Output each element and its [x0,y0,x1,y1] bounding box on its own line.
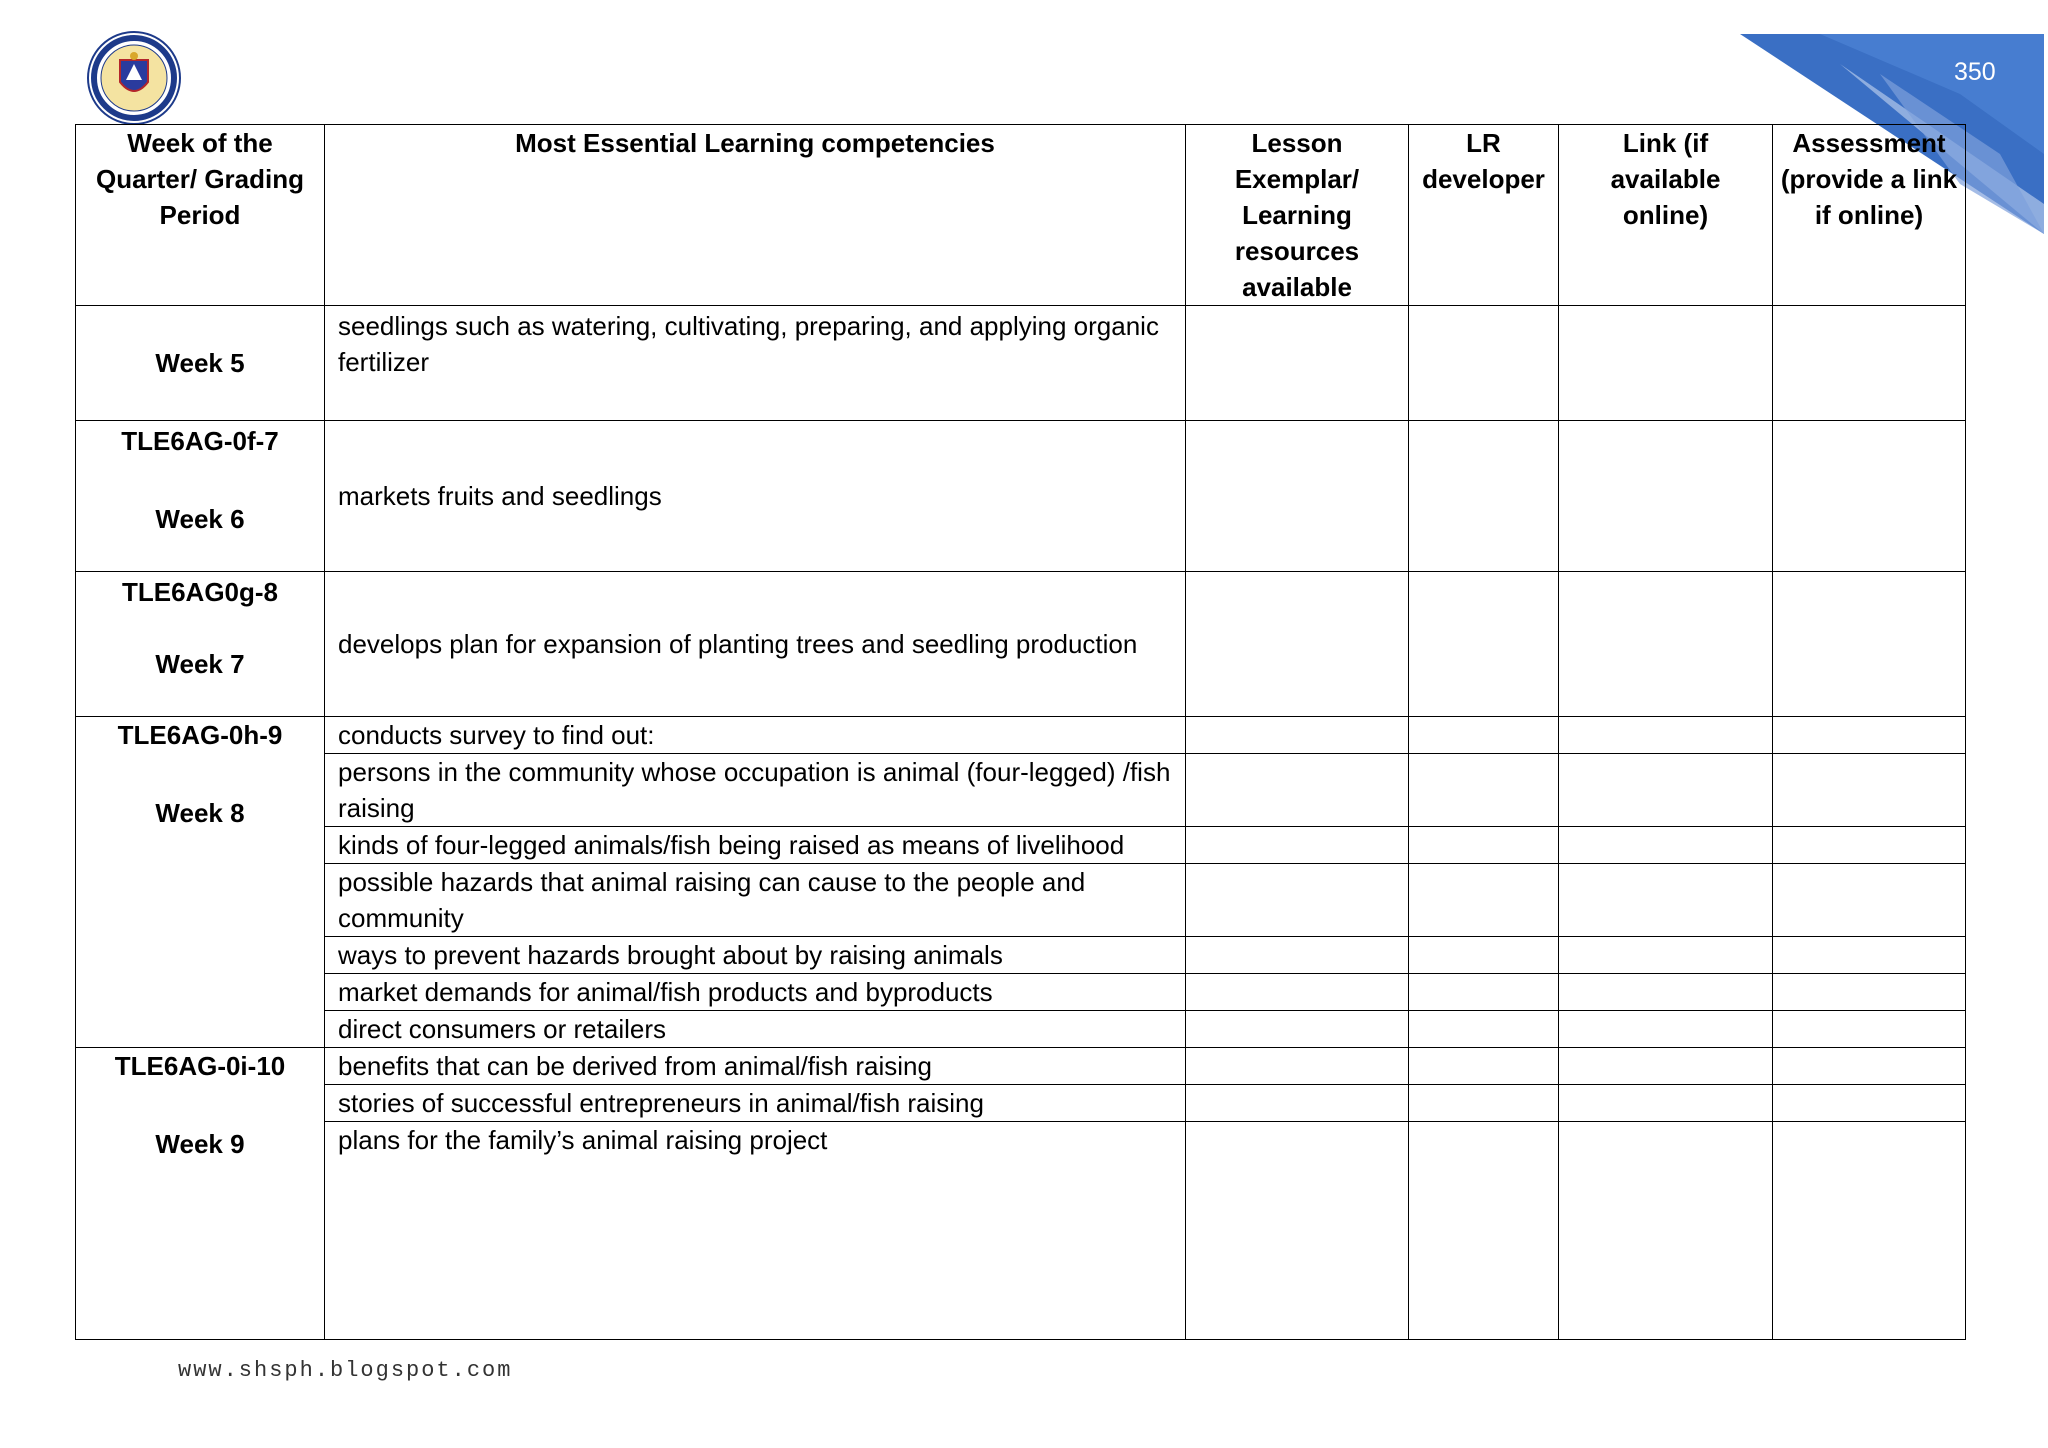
empty-cell [1559,974,1773,1011]
empty-cell [1773,754,1966,827]
week-cell [76,306,325,421]
empty-cell [1773,864,1966,937]
empty-cell [1773,572,1966,717]
header-lr-developer: LR developer [1409,125,1559,306]
table-row [76,937,1966,974]
page-number: 350 [1954,58,1996,86]
empty-cell [1186,937,1409,974]
header-link: Link (if available online) [1559,125,1773,306]
header-week: Week of the Quarter/ Grading Period [76,125,325,306]
footer-url: www.shsph.blogspot.com [178,1358,513,1383]
table-row [76,717,1966,754]
empty-cell [1186,1085,1409,1122]
empty-cell [1186,864,1409,937]
week-code: TLE6AG0g-8 [121,577,279,607]
empty-cell [1186,827,1409,864]
week-cell [76,717,325,1048]
empty-cell [1186,974,1409,1011]
empty-cell [1559,306,1773,421]
week-code: TLE6AG-0f-7 [121,426,279,456]
week-label: Week 7 [155,649,245,679]
empty-cell [1409,754,1559,827]
empty-cell [1559,717,1773,754]
empty-cell [1559,937,1773,974]
competency-cell: benefits that can be derived from animal/fish raising [325,1048,1186,1085]
empty-cell [1773,937,1966,974]
empty-cell [1559,421,1773,572]
empty-cell [1773,1048,1966,1085]
empty-cell [1409,827,1559,864]
empty-cell [1773,1122,1966,1340]
empty-cell [1773,306,1966,421]
empty-cell [1409,864,1559,937]
week-code: TLE6AG-0h-9 [117,720,283,750]
empty-cell [1409,421,1559,572]
header-assessment: Assessment (provide a link if online) [1773,125,1966,306]
empty-cell [1773,827,1966,864]
empty-cell [1186,717,1409,754]
empty-cell [1186,1011,1409,1048]
week-cell [76,421,325,572]
competency-cell: kinds of four-legged animals/fish being raised as means of livelihood [325,827,1186,864]
empty-cell [1559,1122,1773,1340]
table-row [76,1048,1966,1085]
header-lesson-exemplar: Lesson Exemplar/ Learning resources available [1186,125,1409,306]
competencies-table [75,124,1966,1340]
deped-seal-icon [86,30,182,126]
empty-cell [1409,306,1559,421]
empty-cell [1773,1085,1966,1122]
table-row [76,1085,1966,1122]
week-cell [76,572,325,717]
empty-cell [1409,937,1559,974]
empty-cell [1409,1011,1559,1048]
week-label: Week 5 [155,348,245,378]
table-row [76,754,1966,827]
empty-cell [1559,1048,1773,1085]
empty-cell [1409,1085,1559,1122]
empty-cell [1186,572,1409,717]
competency-cell: conducts survey to find out: [325,717,1186,754]
table-row [76,1122,1966,1340]
week-label: Week 9 [155,1129,245,1159]
empty-cell [1186,1048,1409,1085]
competency-cell: persons in the community whose occupation is animal (four-legged) /fish raising [325,754,1186,827]
empty-cell [1559,754,1773,827]
week-code: TLE6AG-0i-10 [114,1051,286,1081]
empty-cell [1773,717,1966,754]
competency-cell: market demands for animal/fish products and byproducts [325,974,1186,1011]
empty-cell [1773,1011,1966,1048]
table-row [76,827,1966,864]
week-label: Week 8 [155,798,245,828]
empty-cell [1409,1122,1559,1340]
empty-cell [1186,1122,1409,1340]
competency-cell: direct consumers or retailers [325,1011,1186,1048]
empty-cell [1559,1011,1773,1048]
competency-cell: ways to prevent hazards brought about by raising animals [325,937,1186,974]
table-row [76,421,1966,572]
empty-cell [1559,827,1773,864]
empty-cell [1559,864,1773,937]
empty-cell [1409,572,1559,717]
competency-cell: markets fruits and seedlings [325,421,1186,572]
header-row [76,125,1966,306]
header-competencies: Most Essential Learning competencies [325,125,1186,306]
empty-cell [1186,421,1409,572]
competency-cell: possible hazards that animal raising can cause to the people and community [325,864,1186,937]
table-row [76,864,1966,937]
week-cell [76,1048,325,1340]
competency-cell: stories of successful entrepreneurs in animal/fish raising [325,1085,1186,1122]
table-row [76,974,1966,1011]
table-row [76,306,1966,421]
week-label: Week 6 [155,504,245,534]
empty-cell [1409,974,1559,1011]
empty-cell [1559,572,1773,717]
table-row [76,1011,1966,1048]
empty-cell [1409,1048,1559,1085]
empty-cell [1559,1085,1773,1122]
empty-cell [1773,974,1966,1011]
competency-cell: plans for the family’s animal raising project [325,1122,1186,1340]
competency-cell: seedlings such as watering, cultivating, preparing, and applying organic fertilizer [325,306,1186,421]
empty-cell [1186,306,1409,421]
empty-cell [1773,421,1966,572]
table-row [76,572,1966,717]
competency-cell: develops plan for expansion of planting trees and seedling production [325,572,1186,717]
empty-cell [1409,717,1559,754]
empty-cell [1186,754,1409,827]
